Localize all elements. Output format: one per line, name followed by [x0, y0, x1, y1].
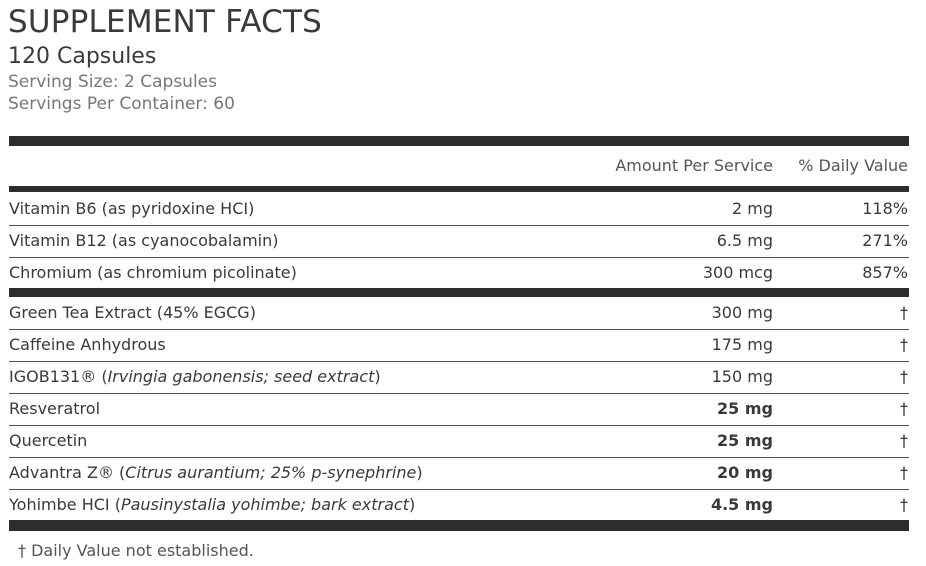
panel-title: SUPPLEMENT FACTS	[8, 4, 323, 40]
ingredient-name: Green Tea Extract (45% EGCG)	[9, 303, 256, 322]
ingredient-amount: 25 mg	[717, 399, 773, 418]
ingredient-daily-value: 271%	[862, 231, 908, 250]
ingredient-daily-value: 118%	[862, 199, 908, 218]
ingredient-daily-value: 857%	[862, 263, 908, 282]
dagger-mark: †	[900, 335, 908, 354]
capsule-count: 120 Capsules	[8, 44, 157, 69]
table-row	[9, 257, 909, 289]
ingredient-name: Advantra Z® (Citrus aurantium; 25% p-synephrine)	[9, 463, 423, 482]
serving-size: Serving Size: 2 Capsules	[8, 72, 217, 92]
footnote: † Daily Value not established.	[18, 541, 254, 560]
ingredient-name: Chromium (as chromium picolinate)	[9, 263, 297, 282]
header-divider	[9, 186, 909, 192]
dagger-mark: †	[900, 463, 908, 482]
dagger-mark: †	[900, 495, 908, 514]
dagger-mark: †	[900, 431, 908, 450]
servings-per-container: Servings Per Container: 60	[8, 94, 235, 114]
table-row	[9, 489, 909, 521]
ingredient-amount: 6.5 mg	[716, 231, 773, 250]
ingredient-name: Yohimbe HCI (Pausinystalia yohimbe; bark extract)	[9, 495, 416, 514]
ingredient-amount: 20 mg	[717, 463, 773, 482]
section-divider	[9, 288, 909, 297]
daily-value-header: % Daily Value	[798, 156, 908, 175]
table-row	[9, 225, 909, 257]
ingredient-amount: 4.5 mg	[710, 495, 773, 514]
ingredient-amount: 25 mg	[717, 431, 773, 450]
dagger-mark: †	[900, 399, 908, 418]
table-row	[9, 329, 909, 361]
ingredient-name: Resveratrol	[9, 399, 101, 418]
table-row	[9, 457, 909, 489]
ingredient-name: Vitamin B12 (as cyanocobalamin)	[9, 231, 279, 250]
table-row	[9, 393, 909, 425]
table-row	[9, 193, 909, 225]
ingredient-amount: 300 mcg	[702, 263, 773, 282]
table-row	[9, 361, 909, 393]
ingredient-name: Quercetin	[9, 431, 88, 450]
ingredient-name: IGOB131® (Irvingia gabonensis; seed extract)	[9, 367, 381, 386]
ingredient-amount: 150 mg	[711, 367, 773, 386]
table-row	[9, 425, 909, 457]
dagger-mark: †	[900, 303, 908, 322]
ingredient-amount: 300 mg	[711, 303, 773, 322]
ingredient-name: Caffeine Anhydrous	[9, 335, 166, 354]
ingredient-amount: 2 mg	[731, 199, 773, 218]
table-row	[9, 297, 909, 329]
ingredient-amount: 175 mg	[711, 335, 773, 354]
amount-header: Amount Per Service	[615, 156, 773, 175]
column-header-row	[9, 146, 909, 186]
bottom-thick-divider	[9, 520, 909, 531]
ingredient-name: Vitamin B6 (as pyridoxine HCI)	[9, 199, 255, 218]
top-thick-divider	[9, 136, 909, 146]
dagger-mark: †	[900, 367, 908, 386]
